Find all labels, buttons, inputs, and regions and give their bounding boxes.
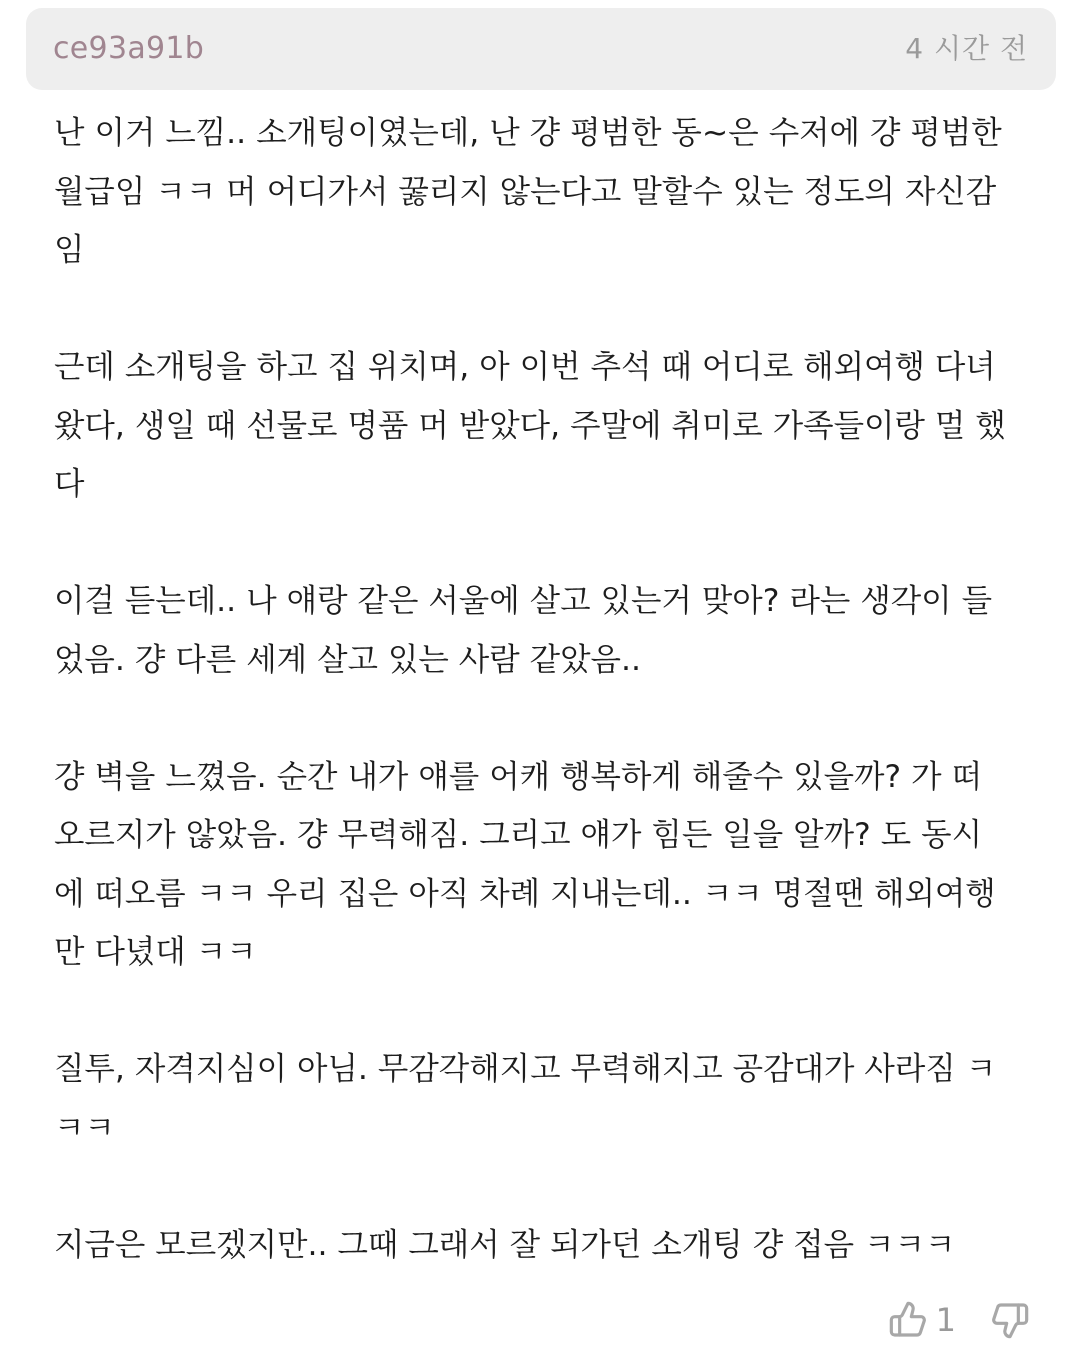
comment-paragraph xyxy=(54,104,1054,280)
comment-body xyxy=(54,104,1054,1274)
comment-line: 왔다, 생일 때 선물로 명품 머 받았다, 주말에 취미로 가족들이랑 멀 했 xyxy=(54,407,1006,444)
comment-line: 만 다녔대 ㅋㅋ xyxy=(54,934,257,970)
comment-line: 었음. 걍 다른 세계 살고 있는 사람 같았음.. xyxy=(54,641,641,678)
comment-author[interactable]: ce93a91b xyxy=(53,31,205,66)
comment-paragraph xyxy=(54,1040,1054,1157)
comment-line: 임 xyxy=(54,232,85,268)
thumbs-down-icon xyxy=(990,1300,1030,1340)
comment-timestamp: 4 시간 전 xyxy=(905,32,1028,65)
like-button[interactable] xyxy=(888,1300,928,1340)
comment-line: 난 이거 느낌.. 소개팅이였는데, 난 걍 평범한 동~은 수저에 걍 평범한 xyxy=(54,115,1002,151)
comment-line: 이걸 듣는데.. 나 얘랑 같은 서울에 살고 있는거 맞아? 라는 생각이 들 xyxy=(54,583,993,619)
comment-paragraph xyxy=(54,1216,1054,1275)
dislike-button[interactable] xyxy=(990,1300,1030,1340)
comment-line: 걍 벽을 느꼈음. 순간 내가 얘를 어캐 행복하게 해줄수 있을까? 가 떠 xyxy=(54,758,983,795)
comment-paragraph xyxy=(54,338,1054,514)
comment-line: 근데 소개팅을 하고 집 위치며, 아 이번 추석 때 어디로 해외여행 다녀 xyxy=(54,349,996,385)
comment-line: 에 떠오름 ㅋㅋ 우리 집은 아직 차례 지내는데.. ㅋㅋ 명절땐 해외여행 xyxy=(54,875,996,912)
comment-line: 다 xyxy=(54,466,85,502)
comment-line: 오르지가 않았음. 걍 무력해짐. 그리고 얘가 힘든 일을 알까? 도 동시 xyxy=(54,817,983,853)
comment-paragraph xyxy=(54,572,1054,689)
comment-actions xyxy=(888,1296,1030,1344)
comment-line: 질투, 자격지심이 아님. 무감각해지고 무력해지고 공감대가 사라짐 ㅋ xyxy=(54,1051,997,1087)
comment-header xyxy=(26,8,1056,90)
comment-line: 지금은 모르겠지만.. 그때 그래서 잘 되가던 소개팅 걍 접음 ㅋㅋㅋ xyxy=(54,1226,956,1263)
comment-line: ㅋㅋ xyxy=(54,1109,115,1146)
comment-line: 월급임 ㅋㅋ 머 어디가서 꿇리지 않는다고 말할수 있는 정도의 자신감 xyxy=(54,173,997,210)
like-count: 1 xyxy=(935,1301,956,1339)
thumbs-up-icon xyxy=(888,1300,928,1340)
comment-paragraph xyxy=(54,748,1054,982)
